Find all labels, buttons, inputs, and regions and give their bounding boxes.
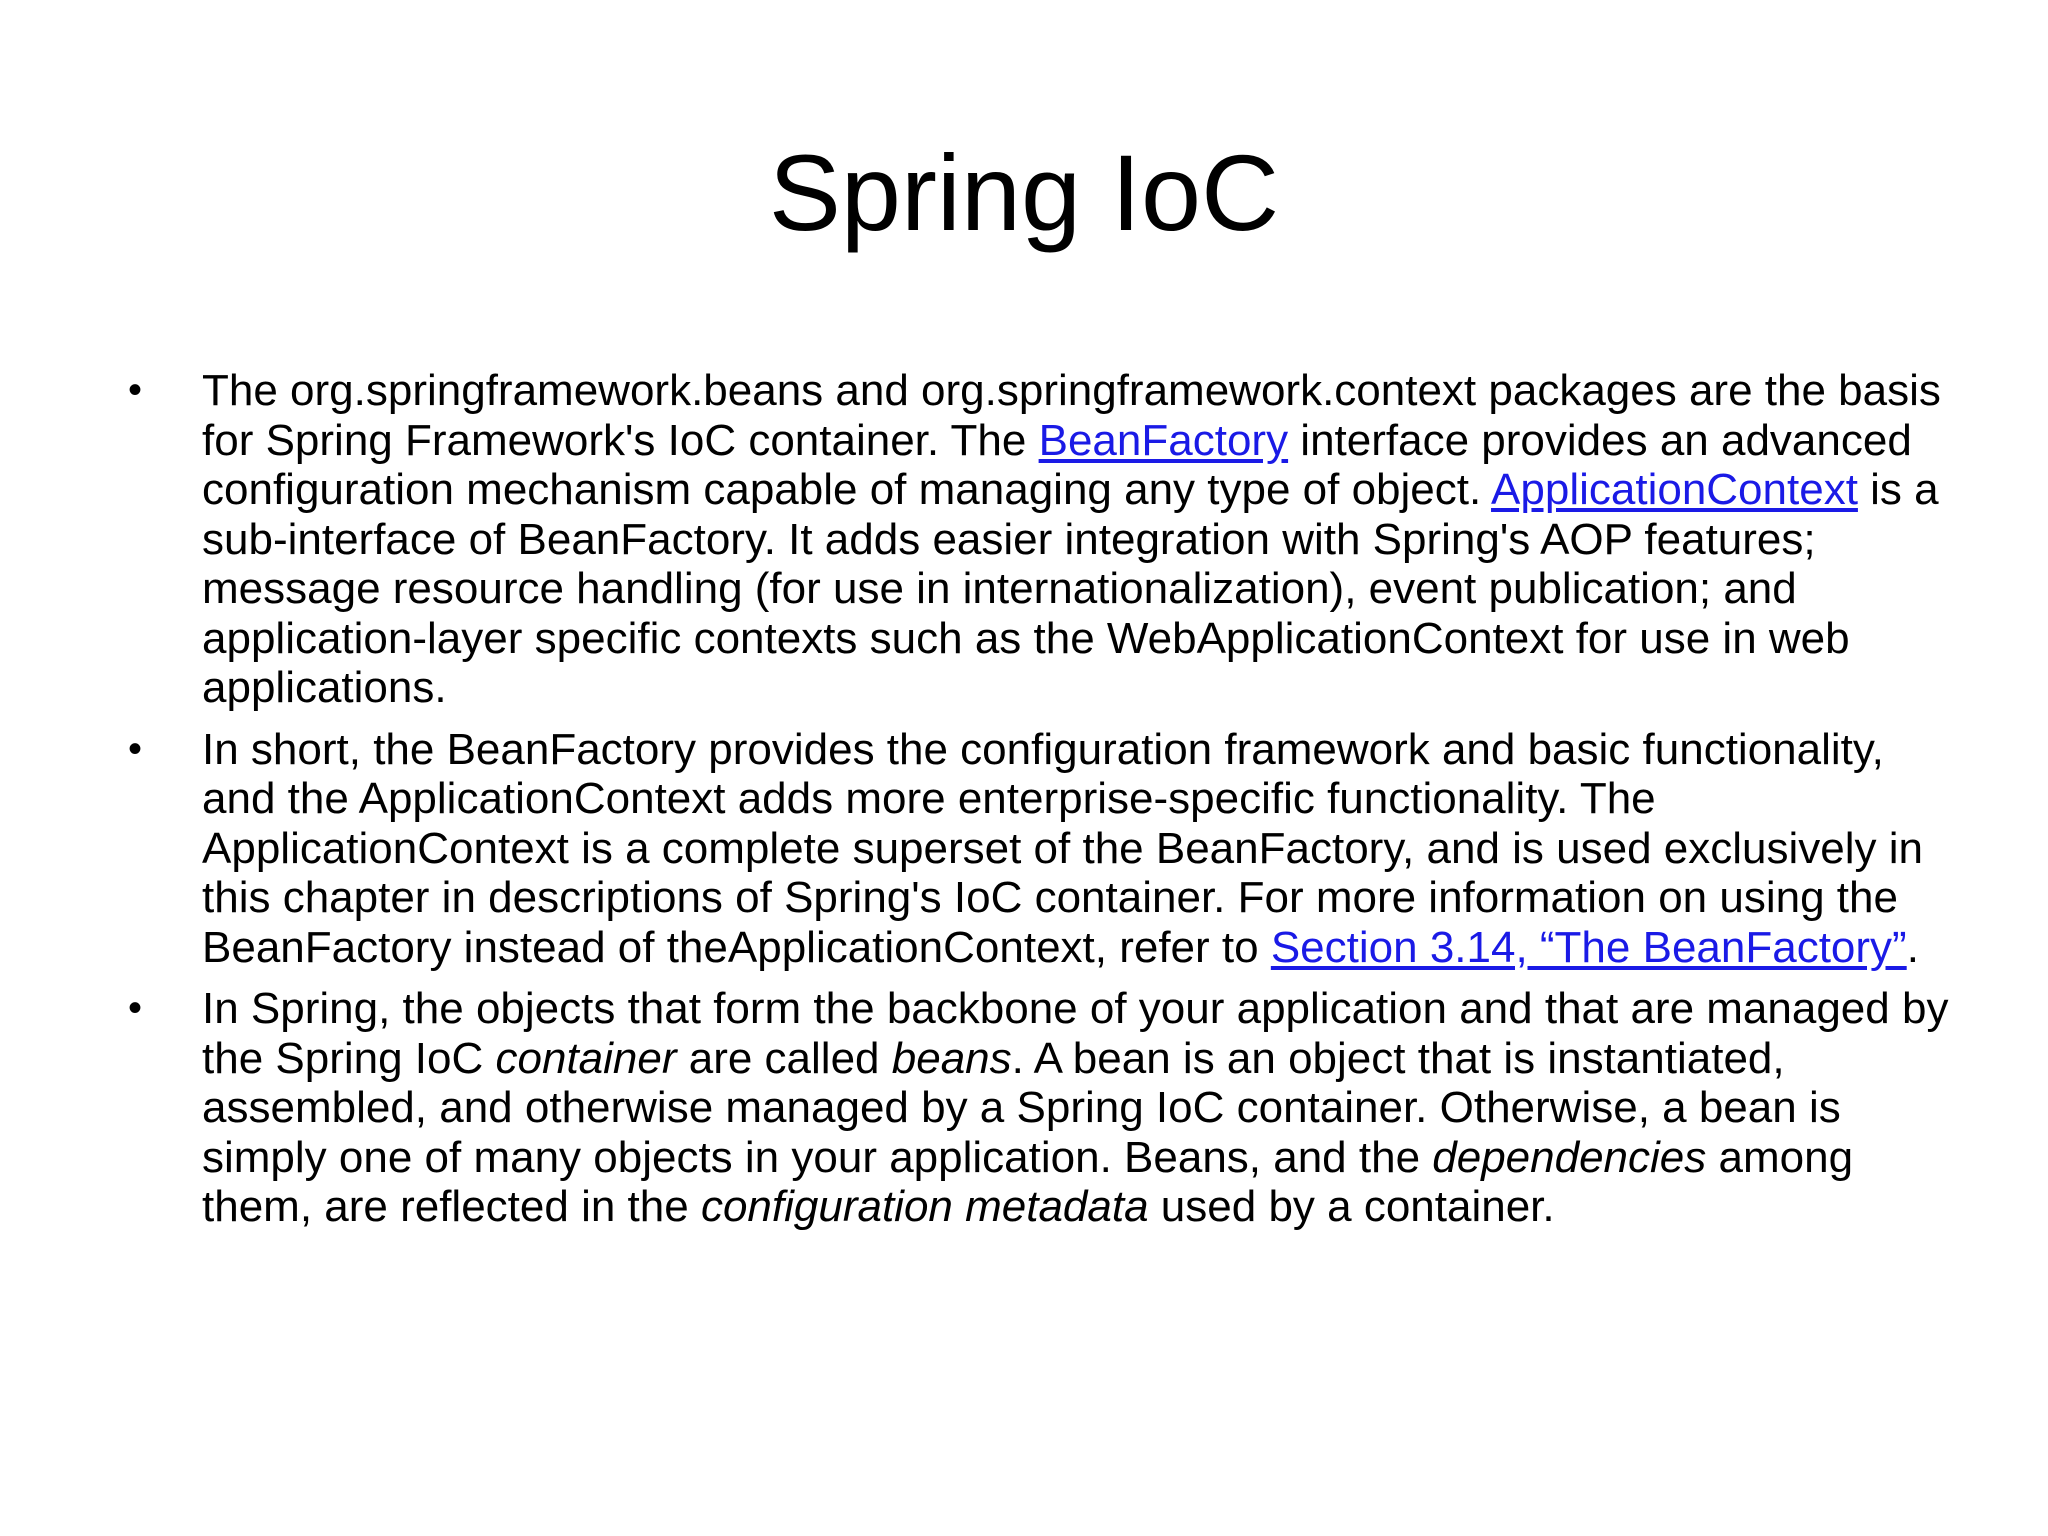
bullet-list <box>120 366 1950 1244</box>
section-3-14-link[interactable]: Section 3.14, “The BeanFactory” <box>1270 922 1907 972</box>
emphasis-configuration-metadata: configuration metadata <box>700 1182 1149 1231</box>
bullet-text: The org.springframework.beans and org.springframework.context packages are the basis for Spring Framework's IoC container. The <box>202 366 1941 465</box>
slide-title: Spring IoC <box>768 132 1280 253</box>
bullet-icon: • <box>127 986 142 1030</box>
bullet-icon: • <box>127 368 142 412</box>
bullet-text: interface provides an advanced configuration mechanism capable of managing any type of object. <box>202 415 1912 514</box>
bullet-text: In short, the BeanFactory provides the configuration framework and basic functionality, and the ApplicationContext adds more enterprise-specific functionality. The ApplicationContext is a complete superset of the BeanFactory, and is used exclusively in this chapter in descriptions of Spring's IoC container. For more information on using the BeanFactory instead of theApplicationContext, refer to <box>202 724 1923 972</box>
emphasis-dependencies: dependencies <box>1432 1132 1707 1182</box>
bullet-text: is a sub-interface of BeanFactory. It adds easier integration with Spring's AOP features; message resource handling (for use in internationalization), event publication; and application-layer specific contexts such as the WebApplicationContext for use in web applications. <box>202 465 1939 712</box>
bullet-item-2 <box>120 725 1950 973</box>
bullet-text: . A bean is an object that is instantiated, assembled, and otherwise managed by a Spring IoC container. Otherwise, a bean is simply one of many objects in your application. Beans, and the <box>202 1033 1841 1182</box>
bullet-text: among them, are reflected in the <box>202 1132 1854 1231</box>
bullet-item-3 <box>120 984 1950 1232</box>
applicationcontext-link[interactable]: ApplicationContext <box>1491 465 1858 514</box>
bullet-icon: • <box>127 726 142 771</box>
beanfactory-link[interactable]: BeanFactory <box>1038 415 1289 465</box>
emphasis-beans: beans <box>891 1033 1012 1083</box>
emphasis-container: container <box>495 1033 677 1083</box>
bullet-text: are called <box>676 1033 892 1083</box>
bullet-text: . <box>1906 922 1919 972</box>
bullet-text: In Spring, the objects that form the backbone of your application and that are managed by the Spring IoC <box>202 984 1949 1083</box>
bullet-item-1 <box>120 366 1950 713</box>
bullet-text: used by a container. <box>1148 1182 1555 1231</box>
